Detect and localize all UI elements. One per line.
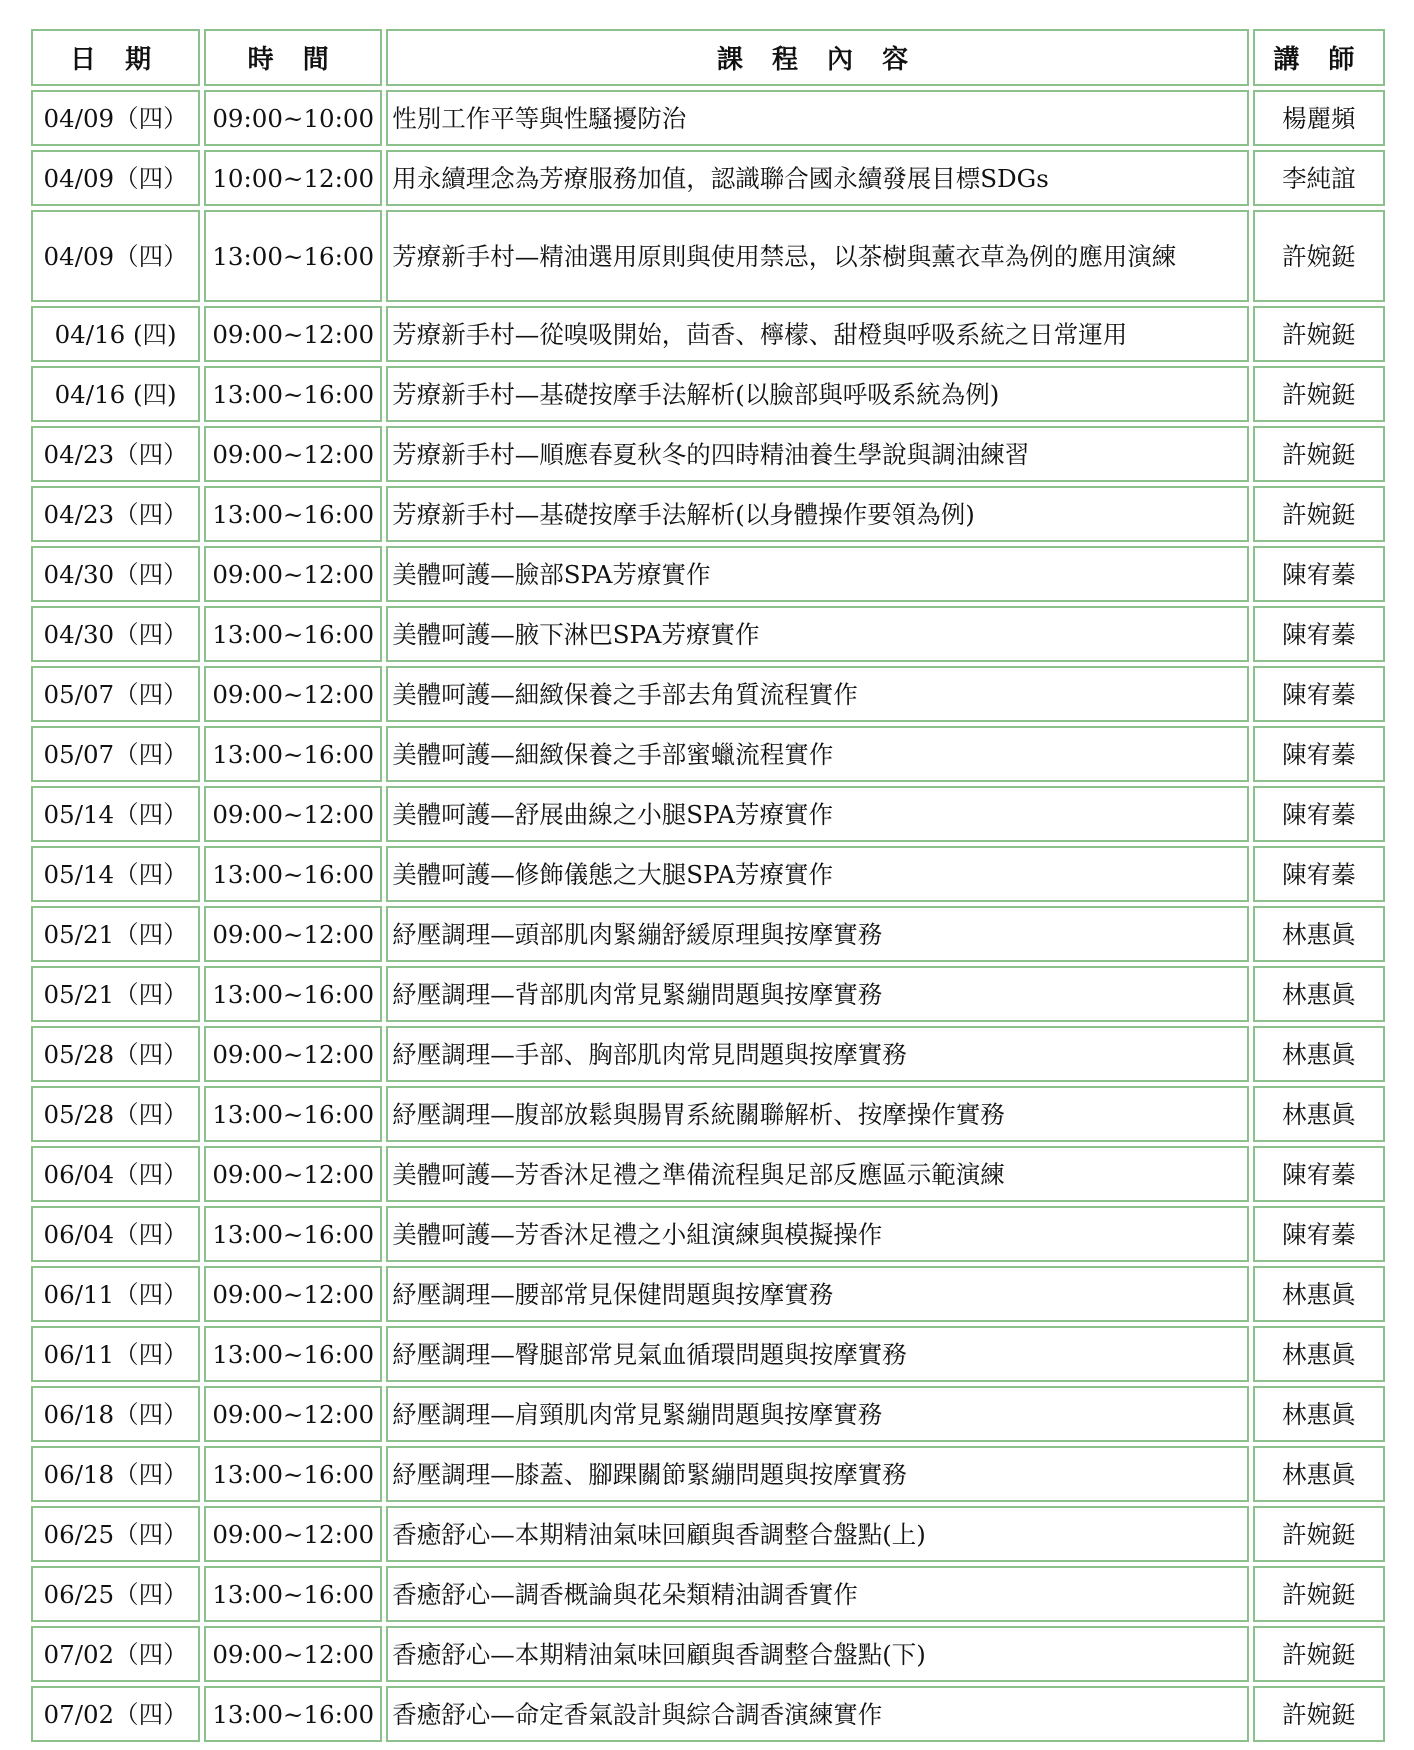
date-cell: 04/16 (四) — [31, 366, 200, 422]
table-row — [31, 210, 1385, 302]
date-cell: 04/09（四） — [31, 90, 200, 146]
teacher-cell: 陳宥蓁 — [1253, 786, 1385, 842]
time-cell: 09:00~12:00 — [204, 1626, 382, 1682]
table-row — [31, 1446, 1385, 1502]
table-row — [31, 306, 1385, 362]
date-cell: 04/09（四） — [31, 210, 200, 302]
course-content-cell: 美體呵護—細緻保養之手部去角質流程實作 — [386, 666, 1249, 722]
course-content-cell: 芳療新手村—從嗅吸開始，茴香、檸檬、甜橙與呼吸系統之日常運用 — [386, 306, 1249, 362]
table-row — [31, 546, 1385, 602]
table-row — [31, 1626, 1385, 1682]
course-content-cell: 芳療新手村—精油選用原則與使用禁忌，以茶樹與薰衣草為例的應用演練 — [386, 210, 1249, 302]
teacher-cell: 林惠眞 — [1253, 1446, 1385, 1502]
header-teacher: 講 師 — [1253, 29, 1385, 86]
table-row — [31, 1686, 1385, 1742]
table-row — [31, 1566, 1385, 1622]
date-cell: 04/23（四） — [31, 486, 200, 542]
course-content-cell: 芳療新手村—基礎按摩手法解析(以臉部與呼吸系統為例) — [386, 366, 1249, 422]
teacher-cell: 陳宥蓁 — [1253, 666, 1385, 722]
date-cell: 06/25（四） — [31, 1506, 200, 1562]
time-cell: 09:00~12:00 — [204, 786, 382, 842]
table-row — [31, 726, 1385, 782]
course-content-cell: 美體呵護—臉部SPA芳療實作 — [386, 546, 1249, 602]
course-content-cell: 紓壓調理—腹部放鬆與腸胃系統關聯解析、按摩操作實務 — [386, 1086, 1249, 1142]
course-content-cell: 美體呵護—舒展曲線之小腿SPA芳療實作 — [386, 786, 1249, 842]
time-cell: 13:00~16:00 — [204, 486, 382, 542]
date-cell: 05/07（四） — [31, 726, 200, 782]
time-cell: 10:00~12:00 — [204, 150, 382, 206]
course-content-cell: 紓壓調理—膝蓋、腳踝關節緊繃問題與按摩實務 — [386, 1446, 1249, 1502]
date-cell: 06/04（四） — [31, 1146, 200, 1202]
date-cell: 04/16 (四) — [31, 306, 200, 362]
table-row — [31, 1146, 1385, 1202]
time-cell: 13:00~16:00 — [204, 1206, 382, 1262]
time-cell: 09:00~12:00 — [204, 426, 382, 482]
table-row — [31, 90, 1385, 146]
date-cell: 05/07（四） — [31, 666, 200, 722]
time-cell: 09:00~12:00 — [204, 1026, 382, 1082]
course-content-cell: 紓壓調理—手部、胸部肌肉常見問題與按摩實務 — [386, 1026, 1249, 1082]
table-row — [31, 906, 1385, 962]
time-cell: 09:00~12:00 — [204, 1506, 382, 1562]
teacher-cell: 許婉鋌 — [1253, 1686, 1385, 1742]
course-content-cell: 性別工作平等與性騷擾防治 — [386, 90, 1249, 146]
table-row — [31, 1206, 1385, 1262]
time-cell: 13:00~16:00 — [204, 1326, 382, 1382]
time-cell: 13:00~16:00 — [204, 210, 382, 302]
teacher-cell: 許婉鋌 — [1253, 366, 1385, 422]
teacher-cell: 許婉鋌 — [1253, 1626, 1385, 1682]
date-cell: 06/11（四） — [31, 1266, 200, 1322]
teacher-cell: 陳宥蓁 — [1253, 1146, 1385, 1202]
header-time: 時 間 — [204, 29, 382, 86]
table-row — [31, 366, 1385, 422]
teacher-cell: 陳宥蓁 — [1253, 606, 1385, 662]
time-cell: 09:00~12:00 — [204, 1386, 382, 1442]
table-row — [31, 606, 1385, 662]
teacher-cell: 陳宥蓁 — [1253, 1206, 1385, 1262]
teacher-cell: 許婉鋌 — [1253, 486, 1385, 542]
teacher-cell: 許婉鋌 — [1253, 210, 1385, 302]
time-cell: 13:00~16:00 — [204, 1086, 382, 1142]
date-cell: 05/21（四） — [31, 966, 200, 1022]
header-row — [31, 29, 1385, 86]
date-cell: 05/14（四） — [31, 846, 200, 902]
table-row — [31, 426, 1385, 482]
teacher-cell: 林惠眞 — [1253, 1386, 1385, 1442]
time-cell: 13:00~16:00 — [204, 846, 382, 902]
header-date: 日 期 — [31, 29, 200, 86]
course-content-cell: 芳療新手村—基礎按摩手法解析(以身體操作要領為例) — [386, 486, 1249, 542]
teacher-cell: 許婉鋌 — [1253, 426, 1385, 482]
teacher-cell: 林惠眞 — [1253, 906, 1385, 962]
course-content-cell: 美體呵護—修飾儀態之大腿SPA芳療實作 — [386, 846, 1249, 902]
course-content-cell: 用永續理念為芳療服務加值，認識聯合國永續發展目標SDGs — [386, 150, 1249, 206]
time-cell: 13:00~16:00 — [204, 1446, 382, 1502]
table-row — [31, 846, 1385, 902]
table-row — [31, 486, 1385, 542]
course-content-cell: 紓壓調理—腰部常見保健問題與按摩實務 — [386, 1266, 1249, 1322]
date-cell: 05/14（四） — [31, 786, 200, 842]
table-body — [31, 90, 1385, 1742]
course-content-cell: 紓壓調理—頭部肌肉緊繃舒緩原理與按摩實務 — [386, 906, 1249, 962]
time-cell: 09:00~12:00 — [204, 906, 382, 962]
table-row — [31, 1266, 1385, 1322]
teacher-cell: 許婉鋌 — [1253, 1506, 1385, 1562]
teacher-cell: 林惠眞 — [1253, 1326, 1385, 1382]
date-cell: 06/25（四） — [31, 1566, 200, 1622]
table-row — [31, 966, 1385, 1022]
course-content-cell: 香癒舒心—命定香氣設計與綜合調香演練實作 — [386, 1686, 1249, 1742]
date-cell: 05/21（四） — [31, 906, 200, 962]
table-row — [31, 1386, 1385, 1442]
teacher-cell: 林惠眞 — [1253, 1086, 1385, 1142]
time-cell: 13:00~16:00 — [204, 726, 382, 782]
date-cell: 04/30（四） — [31, 546, 200, 602]
teacher-cell: 許婉鋌 — [1253, 1566, 1385, 1622]
course-content-cell: 芳療新手村—順應春夏秋冬的四時精油養生學說與調油練習 — [386, 426, 1249, 482]
teacher-cell: 楊麗頻 — [1253, 90, 1385, 146]
date-cell: 04/09（四） — [31, 150, 200, 206]
course-content-cell: 香癒舒心—本期精油氣味回顧與香調整合盤點(上) — [386, 1506, 1249, 1562]
teacher-cell: 陳宥蓁 — [1253, 726, 1385, 782]
date-cell: 07/02（四） — [31, 1686, 200, 1742]
table-row — [31, 1506, 1385, 1562]
course-content-cell: 香癒舒心—本期精油氣味回顧與香調整合盤點(下) — [386, 1626, 1249, 1682]
table-row — [31, 1026, 1385, 1082]
course-content-cell: 美體呵護—腋下淋巴SPA芳療實作 — [386, 606, 1249, 662]
teacher-cell: 陳宥蓁 — [1253, 846, 1385, 902]
date-cell: 06/04（四） — [31, 1206, 200, 1262]
date-cell: 06/18（四） — [31, 1386, 200, 1442]
course-content-cell: 美體呵護—芳香沐足禮之小組演練與模擬操作 — [386, 1206, 1249, 1262]
date-cell: 05/28（四） — [31, 1086, 200, 1142]
time-cell: 13:00~16:00 — [204, 1686, 382, 1742]
table-row — [31, 1326, 1385, 1382]
date-cell: 06/18（四） — [31, 1446, 200, 1502]
date-cell: 05/28（四） — [31, 1026, 200, 1082]
table-row — [31, 150, 1385, 206]
time-cell: 09:00~12:00 — [204, 1146, 382, 1202]
time-cell: 13:00~16:00 — [204, 366, 382, 422]
header-content: 課 程 內 容 — [386, 29, 1249, 86]
course-schedule-table — [27, 25, 1389, 1746]
time-cell: 09:00~12:00 — [204, 546, 382, 602]
time-cell: 09:00~12:00 — [204, 306, 382, 362]
course-content-cell: 紓壓調理—肩頸肌肉常見緊繃問題與按摩實務 — [386, 1386, 1249, 1442]
time-cell: 13:00~16:00 — [204, 606, 382, 662]
teacher-cell: 許婉鋌 — [1253, 306, 1385, 362]
course-content-cell: 紓壓調理—臀腿部常見氣血循環問題與按摩實務 — [386, 1326, 1249, 1382]
course-content-cell: 美體呵護—芳香沐足禮之準備流程與足部反應區示範演練 — [386, 1146, 1249, 1202]
time-cell: 09:00~12:00 — [204, 666, 382, 722]
table-row — [31, 1086, 1385, 1142]
teacher-cell: 林惠眞 — [1253, 966, 1385, 1022]
table-header — [31, 29, 1385, 86]
date-cell: 07/02（四） — [31, 1626, 200, 1682]
teacher-cell: 林惠眞 — [1253, 1266, 1385, 1322]
course-content-cell: 香癒舒心—調香概論與花朵類精油調香實作 — [386, 1566, 1249, 1622]
teacher-cell: 李純誼 — [1253, 150, 1385, 206]
table-row — [31, 786, 1385, 842]
time-cell: 09:00~10:00 — [204, 90, 382, 146]
date-cell: 04/30（四） — [31, 606, 200, 662]
teacher-cell: 林惠眞 — [1253, 1026, 1385, 1082]
course-content-cell: 紓壓調理—背部肌肉常見緊繃問題與按摩實務 — [386, 966, 1249, 1022]
date-cell: 06/11（四） — [31, 1326, 200, 1382]
time-cell: 13:00~16:00 — [204, 966, 382, 1022]
time-cell: 13:00~16:00 — [204, 1566, 382, 1622]
course-content-cell: 美體呵護—細緻保養之手部蜜蠟流程實作 — [386, 726, 1249, 782]
teacher-cell: 陳宥蓁 — [1253, 546, 1385, 602]
date-cell: 04/23（四） — [31, 426, 200, 482]
table-row — [31, 666, 1385, 722]
time-cell: 09:00~12:00 — [204, 1266, 382, 1322]
